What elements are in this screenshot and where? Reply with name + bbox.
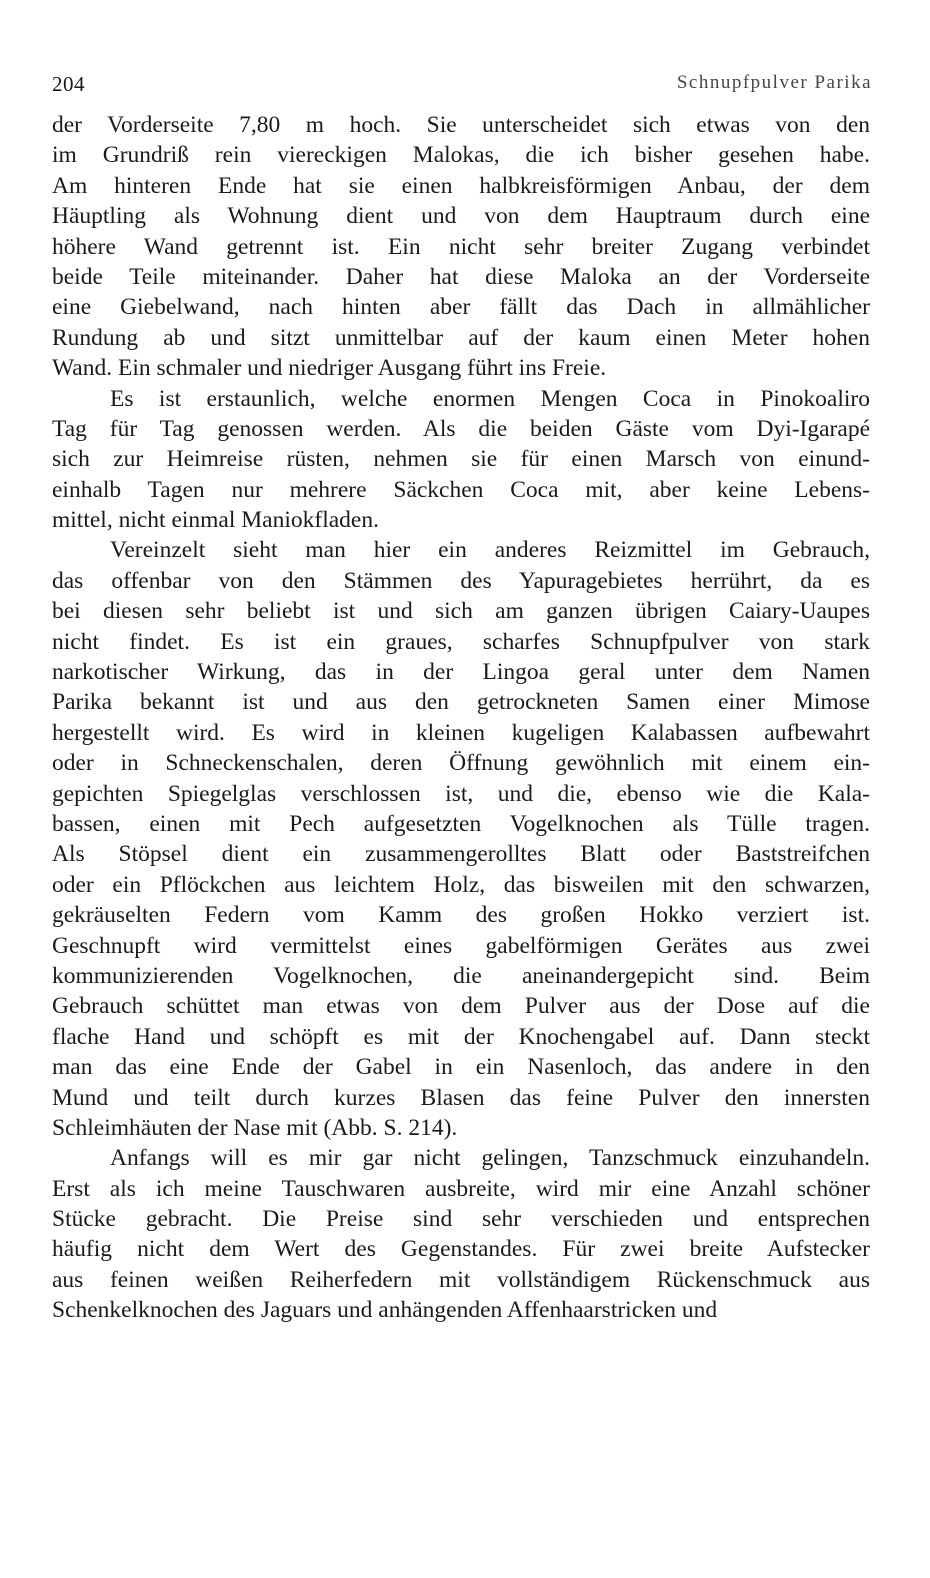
paragraph [52,384,870,536]
text-line: Tag für Tag genossen werden. Als die beiden Gäste vom Dyi-Igarapé [52,415,870,442]
text-line: höhere Wand getrennt ist. Ein nicht sehr breiter Zugang verbindet [52,233,870,260]
paragraph [52,110,870,384]
text-line: mittel, nicht einmal Maniokfladen. [52,507,379,534]
text-line: Am hinteren Ende hat sie einen halbkreisförmigen Anbau, der dem [52,172,870,199]
text-line: im Grundriß rein viereckigen Malokas, die ich bisher gesehen habe. [52,142,870,169]
text-line: gekräuselten Federn vom Kamm des großen Hokko verziert ist. [52,902,870,929]
text-line: Stücke gebracht. Die Preise sind sehr verschieden und entsprechen [52,1206,870,1233]
text-line: Gebrauch schüttet man etwas von dem Pulver aus der Dose auf die [52,993,870,1020]
paragraph [52,535,870,1143]
text-line: Parika bekannt ist und aus den getrockneten Samen einer Mimose [52,689,870,716]
text-line: Wand. Ein schmaler und niedriger Ausgang führt ins Freie. [52,355,607,382]
text-line: gepichten Spiegelglas verschlossen ist, und die, ebenso wie die Kala- [52,780,870,807]
text-line: der Vorderseite 7,80 m hoch. Sie unterscheidet sich etwas von den [52,112,870,138]
text-line: Geschnupft wird vermittelst eines gabelförmigen Gerätes aus zwei [52,932,870,959]
text-line: kommunizierenden Vogelknochen, die aneinandergepicht sind. Beim [52,962,870,989]
text-line: man das eine Ende der Gabel in ein Nasenloch, das andere in den [52,1054,870,1081]
text-line: Rundung ab und sitzt unmittelbar auf der kaum einen Meter hohen [52,324,870,351]
page-number: 204 [52,72,85,96]
text-line: bassen, einen mit Pech aufgesetzten Vogelknochen als Tülle tragen. [52,810,870,837]
text-line: einhalb Tagen nur mehrere Säckchen Coca mit, aber keine Lebens- [52,476,870,503]
text-line: Schleimhäuten der Nase mit (Abb. S. 214). [52,1114,458,1141]
text-line: sich zur Heimreise rüsten, nehmen sie für einen Marsch von einund- [52,446,870,473]
text-line: Schenkelknochen des Jaguars und anhängenden Affenhaarstricken und [52,1297,718,1324]
text-line: Mund und teilt durch kurzes Blasen das feine Pulver den innersten [52,1084,870,1111]
text-line: aus feinen weißen Reiherfedern mit vollständigem Rückenschmuck aus [52,1266,870,1293]
text-line: häufig nicht dem Wert des Gegenstandes. Für zwei breite Aufstecker [52,1236,870,1263]
text-line: nicht findet. Es ist ein graues, scharfes Schnupfpulver von stark [52,628,870,655]
text-line: Als Stöpsel dient ein zusammengerolltes Blatt oder Baststreifchen [52,841,870,868]
text-line: narkotischer Wirkung, das in der Lingoa geral unter dem Namen [52,659,870,686]
paragraph [52,1143,870,1325]
text-line: oder in Schneckenschalen, deren Öffnung gewöhnlich mit einem ein- [52,750,870,777]
running-title: Schnupfpulver Parika [676,72,872,93]
text-line: flache Hand und schöpft es mit der Knochengabel auf. Dann steckt [52,1023,870,1050]
text-line: das offenbar von den Stämmen des Yapuragebietes herrührt, da es [52,567,870,594]
text-line: beide Teile miteinander. Daher hat diese Maloka an der Vorderseite [52,263,870,290]
text-line: hergestellt wird. Es wird in kleinen kugeligen Kalabassen aufbewahrt [52,719,870,746]
text-line: Anfangs will es mir gar nicht gelingen, Tanzschmuck einzuhandeln. [110,1145,870,1172]
text-line: Erst als ich meine Tauschwaren ausbreite, wird mir eine Anzahl schöner [52,1175,870,1202]
text-line: Vereinzelt sieht man hier ein anderes Reizmittel im Gebrauch, [110,537,870,564]
text-line: Es ist erstaunlich, welche enormen Mengen Coca in Pinokoaliro [110,385,870,412]
body-text [52,110,870,1326]
text-line: Häuptling als Wohnung dient und von dem Hauptraum durch eine [52,203,870,230]
running-head [52,72,872,102]
text-line: bei diesen sehr beliebt ist und sich am ganzen übrigen Caiary-Uaupes [52,598,870,625]
text-line: eine Giebelwand, nach hinten aber fällt das Dach in allmählicher [52,294,870,321]
text-line: oder ein Pflöckchen aus leichtem Holz, das bisweilen mit den schwarzen, [52,871,870,898]
